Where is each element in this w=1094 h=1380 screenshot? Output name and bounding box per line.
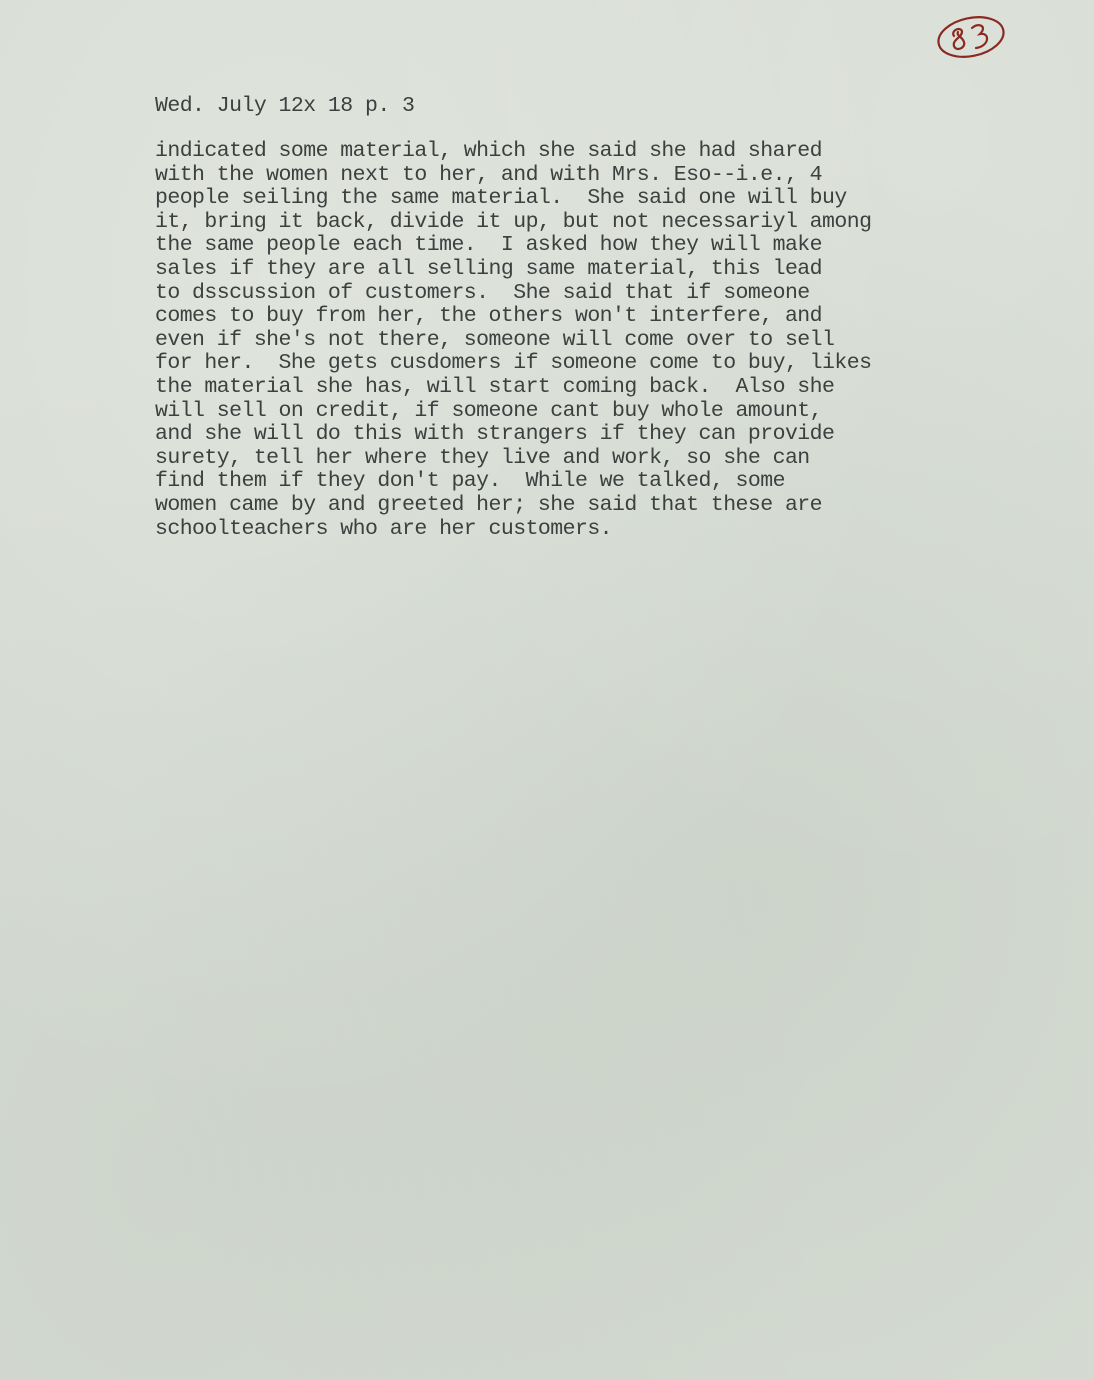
body-line: comes to buy from her, the others won't interfere, and xyxy=(155,304,823,329)
body-line: the material she has, will start coming back. Also she xyxy=(155,374,835,399)
body-line: find them if they don't pay. While we talked, some xyxy=(155,469,785,494)
body-line: and she will do this with strangers if they can provide xyxy=(155,422,835,447)
body-line: indicated some material, which she said she had shared xyxy=(155,139,823,163)
body-line: schoolteachers who are her customers. xyxy=(155,516,613,541)
body-line: sales if they are all selling same material, this lead xyxy=(155,256,823,281)
page-header: Wed. July 12x 18 p. 3 xyxy=(155,94,415,118)
body-line: will sell on credit, if someone cant buy whole amount, xyxy=(155,398,823,423)
body-line: surety, tell her where they live and work, so she can xyxy=(155,445,810,470)
body-line: it, bring it back, divide it up, but not necessariyl among xyxy=(155,209,872,234)
body-line: the same people each time. I asked how they will make xyxy=(155,233,823,258)
body-line: even if she's not there, someone will come over to sell xyxy=(155,327,835,352)
body-line: with the women next to her, and with Mrs. Eso--i.e., 4 xyxy=(155,162,823,187)
body-line: for her. She gets cusdomers if someone come to buy, likes xyxy=(155,351,872,376)
body-line: people seiling the same material. She said one will buy xyxy=(155,186,847,211)
typed-body xyxy=(155,140,871,541)
page-number-circle-icon xyxy=(934,10,1008,64)
body-line: to dsscussion of customers. She said that if someone xyxy=(155,280,810,305)
handwritten-page-number xyxy=(934,10,1008,64)
body-line: women came by and greeted her; she said that these are xyxy=(155,492,823,517)
